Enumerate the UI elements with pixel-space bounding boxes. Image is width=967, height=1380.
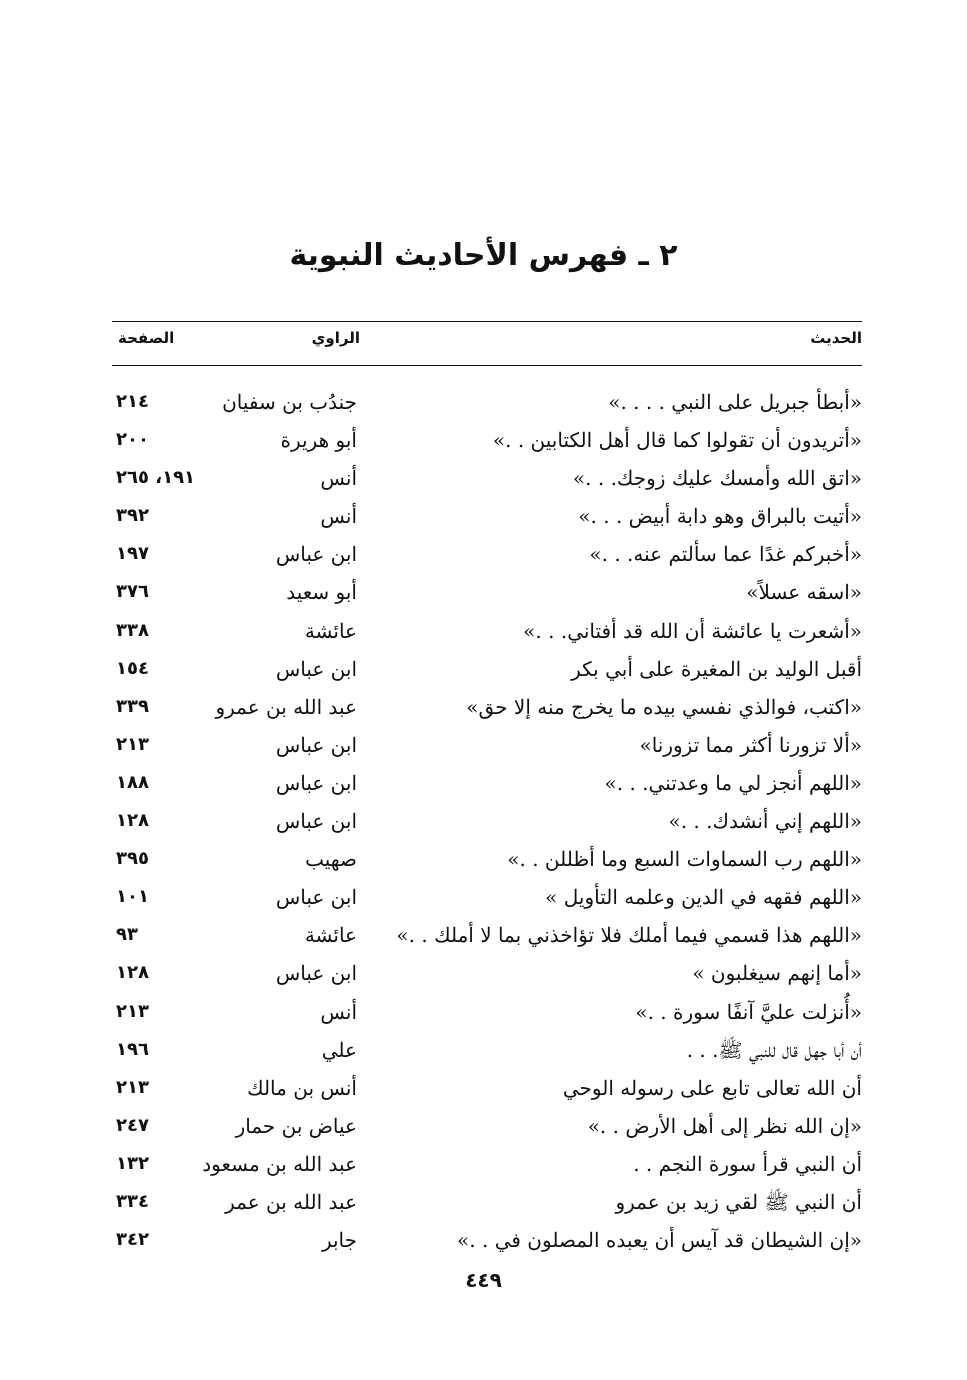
table-row	[112, 1107, 862, 1145]
page-reference: ٣٩٢	[116, 505, 149, 527]
hadith-text: «اللهم رب السماوات السبع وما أظللن . .»	[507, 847, 862, 872]
table-row	[112, 1069, 862, 1107]
table-row	[112, 764, 862, 802]
narrator-name: ابن عباس	[275, 542, 357, 567]
narrator-name: ابن عباس	[275, 961, 357, 986]
index-table	[112, 383, 862, 1259]
table-row	[112, 1183, 862, 1221]
narrator-name: جابر	[321, 1228, 357, 1253]
page-reference: ٢١٤	[116, 391, 149, 412]
page-number: ٤٤٩	[465, 1268, 502, 1292]
table-row	[112, 535, 862, 573]
hadith-text: «إن الشيطان قد آيس أن يعبده المصلون في . .»	[457, 1228, 862, 1253]
narrator-name: عبد الله بن مسعود	[202, 1151, 357, 1176]
hadith-text: «إن الله نظر إلى أهل الأرض . .»	[587, 1113, 862, 1138]
page-reference: ١٢٨	[116, 810, 149, 832]
narrator-name: عائشة	[304, 923, 357, 948]
table-row	[112, 726, 862, 764]
hadith-text: «اتق الله وأمسك عليك زوجك. . .»	[572, 466, 862, 491]
narrator-name: عياض بن حمار	[235, 1113, 357, 1138]
hadith-text: «أما إنهم سيغلبون »	[692, 961, 862, 986]
table-row	[112, 916, 862, 954]
table-row	[112, 840, 862, 878]
hadith-text: «ألا تزورنا أكثر مما تزورنا»	[639, 732, 862, 757]
page-reference: ٢١٣	[116, 733, 149, 755]
hadith-text: «اللهم إني أنشدك. . .»	[668, 809, 862, 834]
narrator-name: عائشة	[304, 618, 357, 643]
narrator-name: عبد الله بن عمر	[225, 1189, 357, 1214]
header-narrator: الراوي	[311, 329, 360, 347]
narrator-name: أبو هريرة	[280, 428, 357, 453]
page-reference: ١٩١، ٢٦٥	[116, 467, 196, 489]
table-header	[112, 329, 862, 357]
page-reference: ٢٤٧	[116, 1114, 149, 1136]
hadith-text: «أتريدون أن تقولوا كما قال أهل الكتابين . .»	[492, 428, 862, 453]
table-row	[112, 421, 862, 459]
page-reference: ١٠١	[116, 886, 149, 908]
header-page: الصفحة	[118, 329, 175, 347]
page-reference: ١٩٧	[116, 543, 149, 565]
page-reference: ٣٧٦	[116, 581, 149, 603]
narrator-name: ابن عباس	[275, 885, 357, 910]
table-row	[112, 878, 862, 916]
narrator-name: عبد الله بن عمرو	[215, 694, 357, 719]
page-reference: ٣٩٥	[116, 848, 149, 870]
table-row	[112, 993, 862, 1031]
page-reference: ٢١٣	[116, 1000, 149, 1022]
hadith-text: «اللهم أنجز لي ما وعدتني. . .»	[604, 770, 862, 795]
hadith-text: أن النبي قرأ سورة النجم . .	[633, 1151, 862, 1176]
table-row	[112, 802, 862, 840]
table-row	[112, 1221, 862, 1259]
page-reference: ١٥٤	[116, 657, 149, 679]
page-reference: ٢٠٠	[116, 429, 149, 451]
page-reference: ٣٣٨	[116, 619, 149, 641]
narrator-name: صهيب	[305, 847, 357, 872]
narrator-name: علي	[321, 1037, 357, 1062]
hadith-text: «أخبركم غدًا عما سألتم عنه. . .»	[589, 542, 862, 567]
hadith-text: أقبل الوليد بن المغيرة على أبي بكر	[571, 656, 862, 681]
hadith-text: أن النبي ﷺ لقي زيد بن عمرو	[615, 1189, 862, 1214]
hadith-text: «أتيت بالبراق وهو دابة أبيض . . .»	[578, 504, 862, 529]
hadith-text: «اللهم فقهه في الدين وعلمه التأويل »	[545, 885, 862, 910]
table-row	[112, 1031, 862, 1069]
narrator-name: ابن عباس	[275, 656, 357, 681]
table-row	[112, 497, 862, 535]
narrator-name: أنس بن مالك	[247, 1075, 357, 1100]
hadith-text: «أبطأ جبريل على النبي . . . .»	[608, 390, 862, 414]
page-reference: ١٩٦	[116, 1038, 149, 1060]
page-reference: ١٨٨	[116, 771, 149, 793]
table-row	[112, 573, 862, 611]
narrator-name: أنس	[320, 504, 357, 529]
header-hadith: الحديث	[810, 329, 862, 347]
page-reference: ٣٣٤	[116, 1190, 149, 1212]
narrator-name: ابن عباس	[275, 770, 357, 795]
page-title: ٢ ـ فهرس الأحاديث النبوية	[289, 238, 678, 273]
narrator-name: أبو سعيد	[286, 580, 357, 605]
hadith-text: «اسقه عسلاً»	[746, 580, 862, 605]
narrator-name: أنس	[320, 466, 357, 491]
page-reference: ٣٤٢	[116, 1229, 149, 1251]
hadith-text: «اللهم هذا قسمي فيما أملك فلا تؤاخذني بما لا أملك . .»	[396, 923, 862, 948]
table-row	[112, 1145, 862, 1183]
page-reference: ١٢٨	[116, 962, 149, 984]
table-row	[112, 383, 862, 421]
hadith-text: «أُنزلت عليَّ آنفًا سورة . .»	[635, 999, 862, 1024]
narrator-name: ابن عباس	[275, 809, 357, 834]
table-row	[112, 954, 862, 992]
table-row	[112, 650, 862, 688]
header-bottom-rule	[112, 365, 862, 366]
page-reference: ٩٣	[116, 924, 138, 946]
table-row	[112, 612, 862, 650]
hadith-text: «اكتب، فوالذي نفسي بيده ما يخرج منه إلا حق»	[466, 694, 862, 719]
table-row	[112, 688, 862, 726]
page-reference: ١٣٢	[116, 1152, 149, 1174]
narrator-name: أنس	[320, 999, 357, 1024]
narrator-name: ابن عباس	[275, 732, 357, 757]
hadith-text: أن أبا جهل قال للنبي ﷺ. . .	[686, 1037, 862, 1062]
page-reference: ٣٣٩	[116, 695, 149, 717]
hadith-text: «أشعرت يا عائشة أن الله قد أفتاني. . .»	[523, 618, 862, 643]
page-reference: ٢١٣	[116, 1076, 149, 1098]
hadith-text: أن الله تعالى تابع على رسوله الوحي	[562, 1075, 862, 1100]
narrator-name: جندُب بن سفيان	[222, 390, 357, 414]
header-top-rule	[112, 321, 862, 322]
table-row	[112, 459, 862, 497]
